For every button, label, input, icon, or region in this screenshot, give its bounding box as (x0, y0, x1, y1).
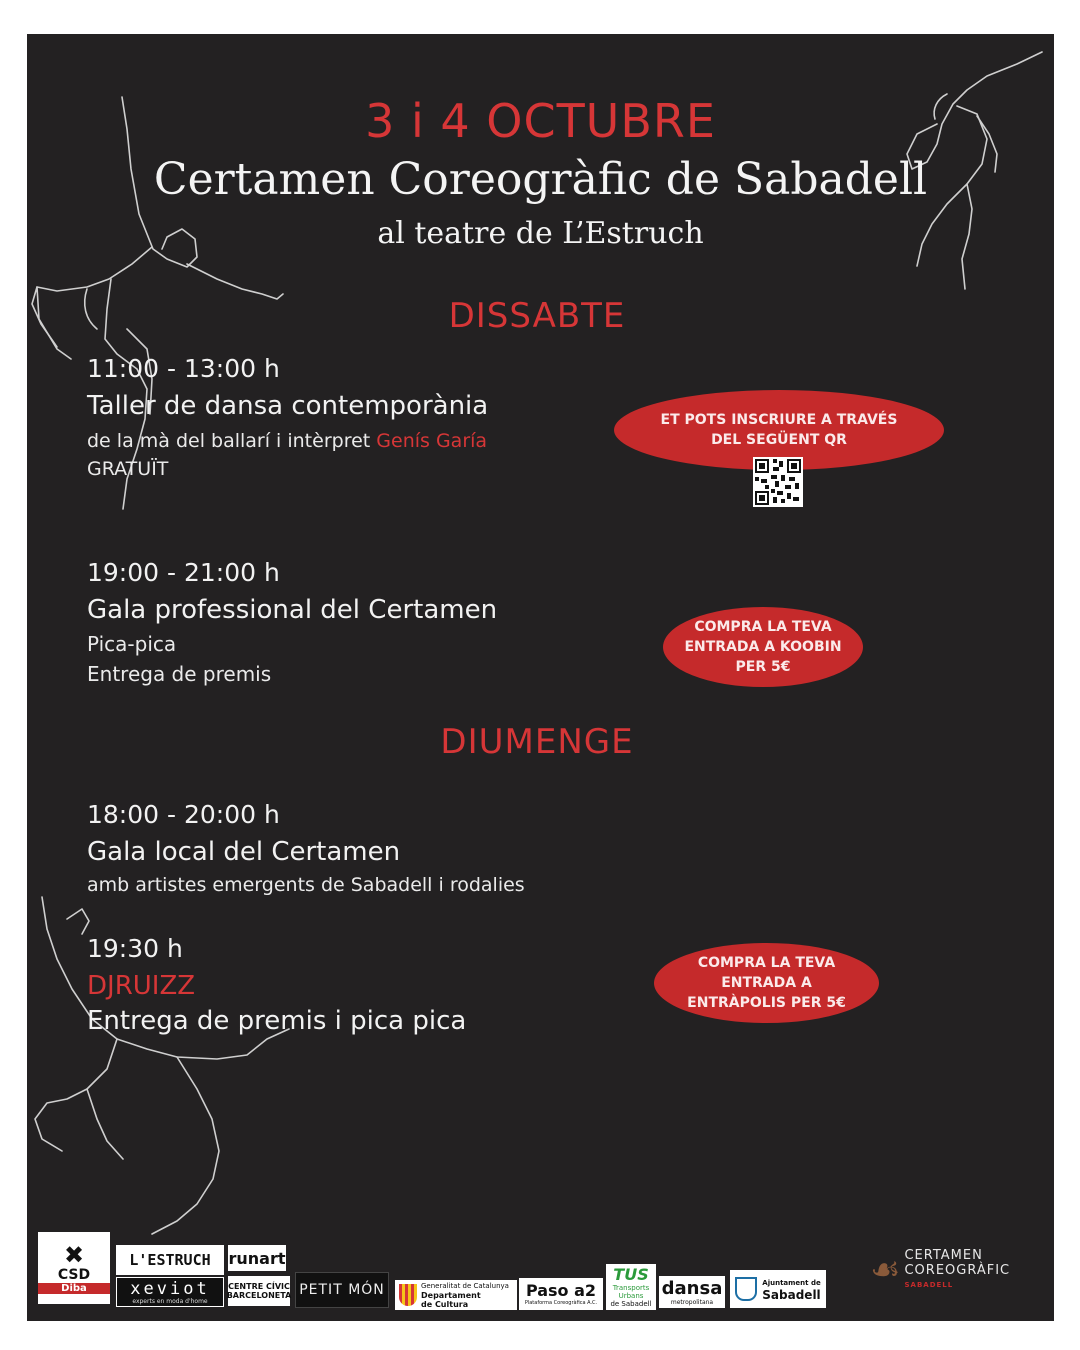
paso2-text: Paso a2 (525, 1281, 597, 1300)
logo-csd-diba (38, 1232, 110, 1304)
detail-prefix: de la mà del ballarí i intèrpret (87, 430, 377, 452)
gencat-text (421, 1282, 509, 1309)
ajuntament-line2: Sabadell (762, 1288, 821, 1302)
logo-tus (606, 1264, 656, 1310)
gencat-line2: Departament (421, 1290, 481, 1300)
ajuntament-shield-icon (735, 1277, 757, 1301)
qr-code[interactable] (753, 457, 803, 507)
gencat-line3: de Cultura (421, 1299, 469, 1309)
paso2-tagline: Plataforma Coreogràfica A.C. (524, 1300, 598, 1306)
event-title-awards: Entrega de premis i pica pica (87, 1006, 467, 1036)
dj-name: DJRUIZZ (87, 971, 196, 1001)
entrapolis-ticket-cta[interactable]: COMPRA LA TEVA ENTRADA A ENTRÀPOLIS PER 5€ (654, 943, 879, 1023)
gencat-flag-icon (399, 1284, 417, 1306)
logo-paso2 (519, 1278, 603, 1310)
signup-qr-cta[interactable]: ET POTS INSCRIURE A TRAVÉS DEL SEGÜENT QR (614, 390, 944, 470)
cc-line1: CENTRE CÍVIC (228, 1282, 290, 1291)
logo-certamen (870, 1240, 1030, 1300)
event-detail: amb artistes emergents de Sabadell i rodalies (87, 874, 525, 896)
event-title-workshop: Taller de dansa contemporània (87, 391, 489, 421)
dansa-tagline: metropolitana (670, 1298, 714, 1306)
logo-gencat (395, 1280, 517, 1310)
logo-ajuntament-sabadell (730, 1270, 826, 1308)
logo-dansa-metropolitana (659, 1276, 725, 1308)
cc-line2: BARCELONETA (226, 1291, 292, 1300)
diba-text: Diba (38, 1283, 110, 1294)
tus-line1: Transports (612, 1284, 650, 1292)
event-detail: Pica-pica (87, 632, 177, 656)
event-dates: 3 i 4 OCTUBRE (365, 94, 716, 148)
dancer-logo-icon: ☙ (870, 1250, 901, 1290)
runart-text: runart (228, 1248, 286, 1268)
event-title-pro-gala: Gala professional del Certamen (87, 595, 498, 625)
logo-estruch (116, 1245, 224, 1275)
certamen-line1: CERTAMEN (904, 1247, 983, 1263)
ajuntament-line1: Ajuntament de (762, 1279, 821, 1287)
xeviot-tagline: experts en moda d'home (132, 1297, 208, 1305)
event-time: 19:00 - 21:00 h (87, 558, 280, 587)
day-heading-saturday: DISSABTE (448, 296, 626, 336)
sponsor-logos-bar (27, 1230, 1054, 1320)
tus-text: TUS (613, 1265, 649, 1284)
instructor-name: Genís Garía (376, 430, 488, 452)
ajuntament-text (762, 1277, 820, 1301)
event-time: 18:00 - 20:00 h (87, 800, 280, 829)
event-title: Certamen Coreogràfic de Sabadell (153, 154, 928, 205)
event-venue: al teatre de L’Estruch (377, 216, 704, 251)
free-label: GRATUÏT (87, 458, 169, 480)
certamen-text (904, 1248, 1010, 1293)
tus-line2: Urbans (618, 1292, 644, 1300)
event-poster (27, 34, 1054, 1321)
event-time: 19:30 h (87, 934, 183, 963)
event-detail: Entrega de premis (87, 662, 272, 686)
csd-mark-icon: ✖ (63, 1240, 85, 1269)
logo-runart (228, 1245, 286, 1271)
koobin-ticket-cta[interactable]: COMPRA LA TEVA ENTRADA A KOOBIN PER 5€ (663, 607, 863, 687)
petitmon-text: PETIT MÓN (299, 1282, 385, 1298)
tus-line3: de Sabadell (610, 1300, 652, 1308)
xeviot-text: xeviot (130, 1278, 210, 1299)
dansa-text: dansa (661, 1277, 723, 1299)
certamen-line2: COREOGRÀFIC (904, 1262, 1011, 1278)
logo-petit-mon (295, 1272, 389, 1308)
day-heading-sunday: DIUMENGE (440, 722, 634, 762)
gencat-line1: Generalitat de Catalunya (421, 1281, 509, 1290)
logo-centre-civic (228, 1276, 290, 1306)
csd-text: CSD (57, 1266, 91, 1283)
event-time: 11:00 - 13:00 h (87, 354, 280, 383)
event-title-local-gala: Gala local del Certamen (87, 837, 401, 867)
event-detail (87, 430, 487, 452)
certamen-line3: SABADELL (904, 1280, 954, 1289)
estruch-text: L'ESTRUCH (129, 1251, 211, 1269)
logo-xeviot (116, 1277, 224, 1307)
